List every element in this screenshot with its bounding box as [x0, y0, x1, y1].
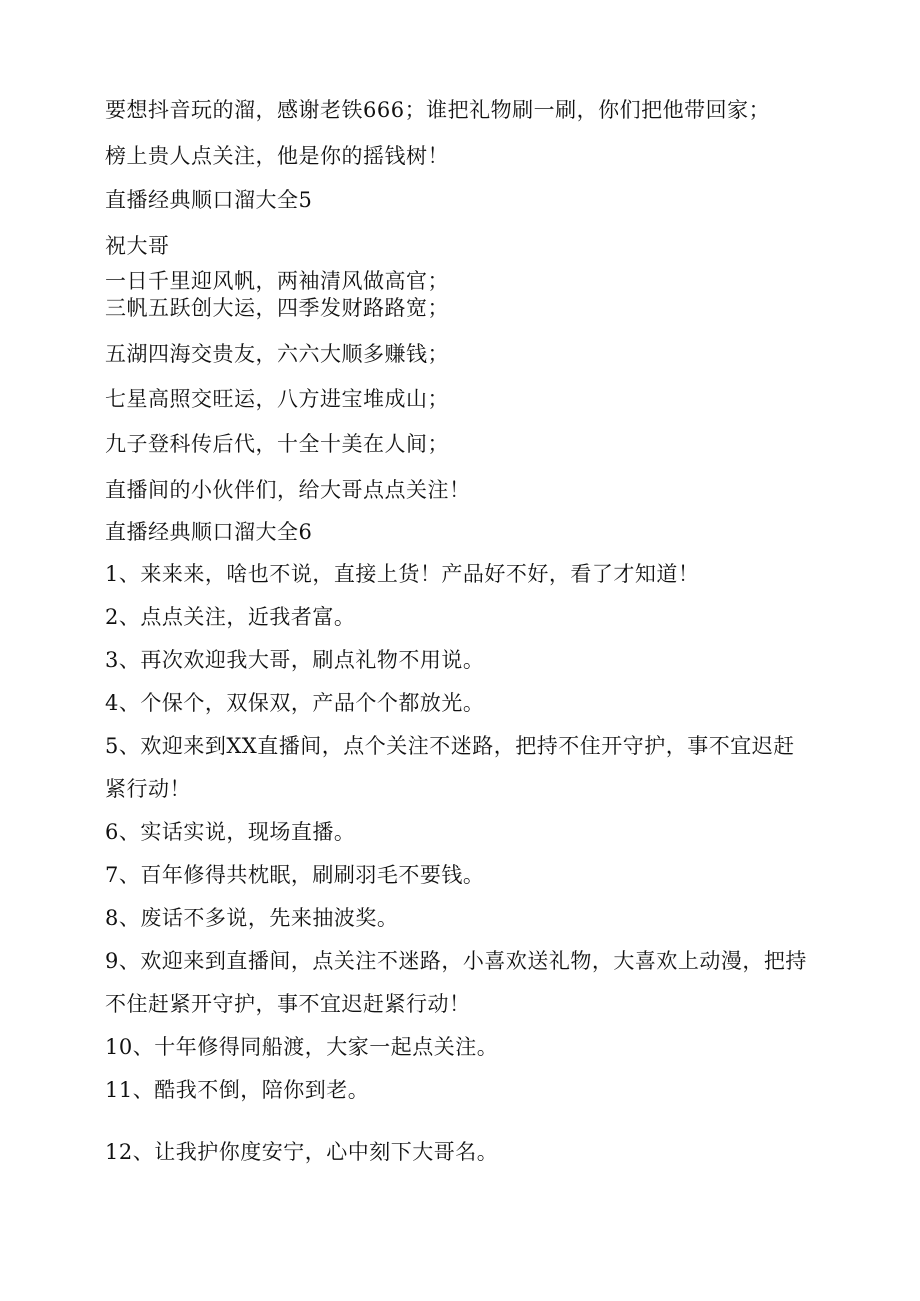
- poem-line-2: 三帆五跃创大运，四季发财路路宽；: [105, 296, 449, 320]
- poem-line-1: 一日千里迎风帆，两袖清风做高官；: [105, 269, 449, 293]
- list-item-3: 3、再次欢迎我大哥，刷点礼物不用说。: [105, 648, 485, 672]
- list-item-8: 8、废话不多说，先来抽波奖。: [105, 906, 399, 930]
- list-item-6: 6、实话实说，现场直播。: [105, 820, 356, 844]
- text-line-1: 要想抖音玩的溜，感谢老铁666；谁把礼物刷一刷，你们把他带回家；: [105, 98, 771, 122]
- text-line-2: 榜上贵人点关注，他是你的摇钱树！: [105, 144, 449, 168]
- list-item-11: 11、酷我不倒，陪你到老。: [105, 1078, 370, 1102]
- section-heading-5: 直播经典顺口溜大全5: [105, 188, 313, 212]
- list-item-9-cont: 不住赶紧开守护，事不宜迟赶紧行动！: [105, 992, 471, 1016]
- list-item-9: 9、欢迎来到直播间，点关注不迷路，小喜欢送礼物，大喜欢上动漫，把持: [105, 949, 807, 973]
- poem-title: 祝大哥: [105, 234, 170, 258]
- list-item-4: 4、个保个，双保双，产品个个都放光。: [105, 691, 485, 715]
- list-item-5: 5、欢迎来到XX直播间，点个关注不迷路，把持不住开守护，事不宜迟赶: [105, 734, 795, 758]
- poem-line-4: 七星高照交旺运，八方进宝堆成山；: [105, 387, 449, 411]
- list-item-10: 10、十年修得同船渡，大家一起点关注。: [105, 1035, 499, 1059]
- list-item-5-cont: 紧行动！: [105, 777, 191, 801]
- list-item-7: 7、百年修得共枕眠，刷刷羽毛不要钱。: [105, 863, 485, 887]
- section-heading-6: 直播经典顺口溜大全6: [105, 520, 313, 544]
- list-item-2: 2、点点关注，近我者富。: [105, 605, 356, 629]
- list-item-12: 12、让我护你度安宁，心中刻下大哥名。: [105, 1140, 499, 1164]
- poem-line-6: 直播间的小伙伴们，给大哥点点关注！: [105, 478, 471, 502]
- poem-line-5: 九子登科传后代，十全十美在人间；: [105, 432, 449, 456]
- poem-line-3: 五湖四海交贵友，六六大顺多赚钱；: [105, 342, 449, 366]
- list-item-1: 1、来来来，啥也不说，直接上货！产品好不好，看了才知道！: [105, 562, 700, 586]
